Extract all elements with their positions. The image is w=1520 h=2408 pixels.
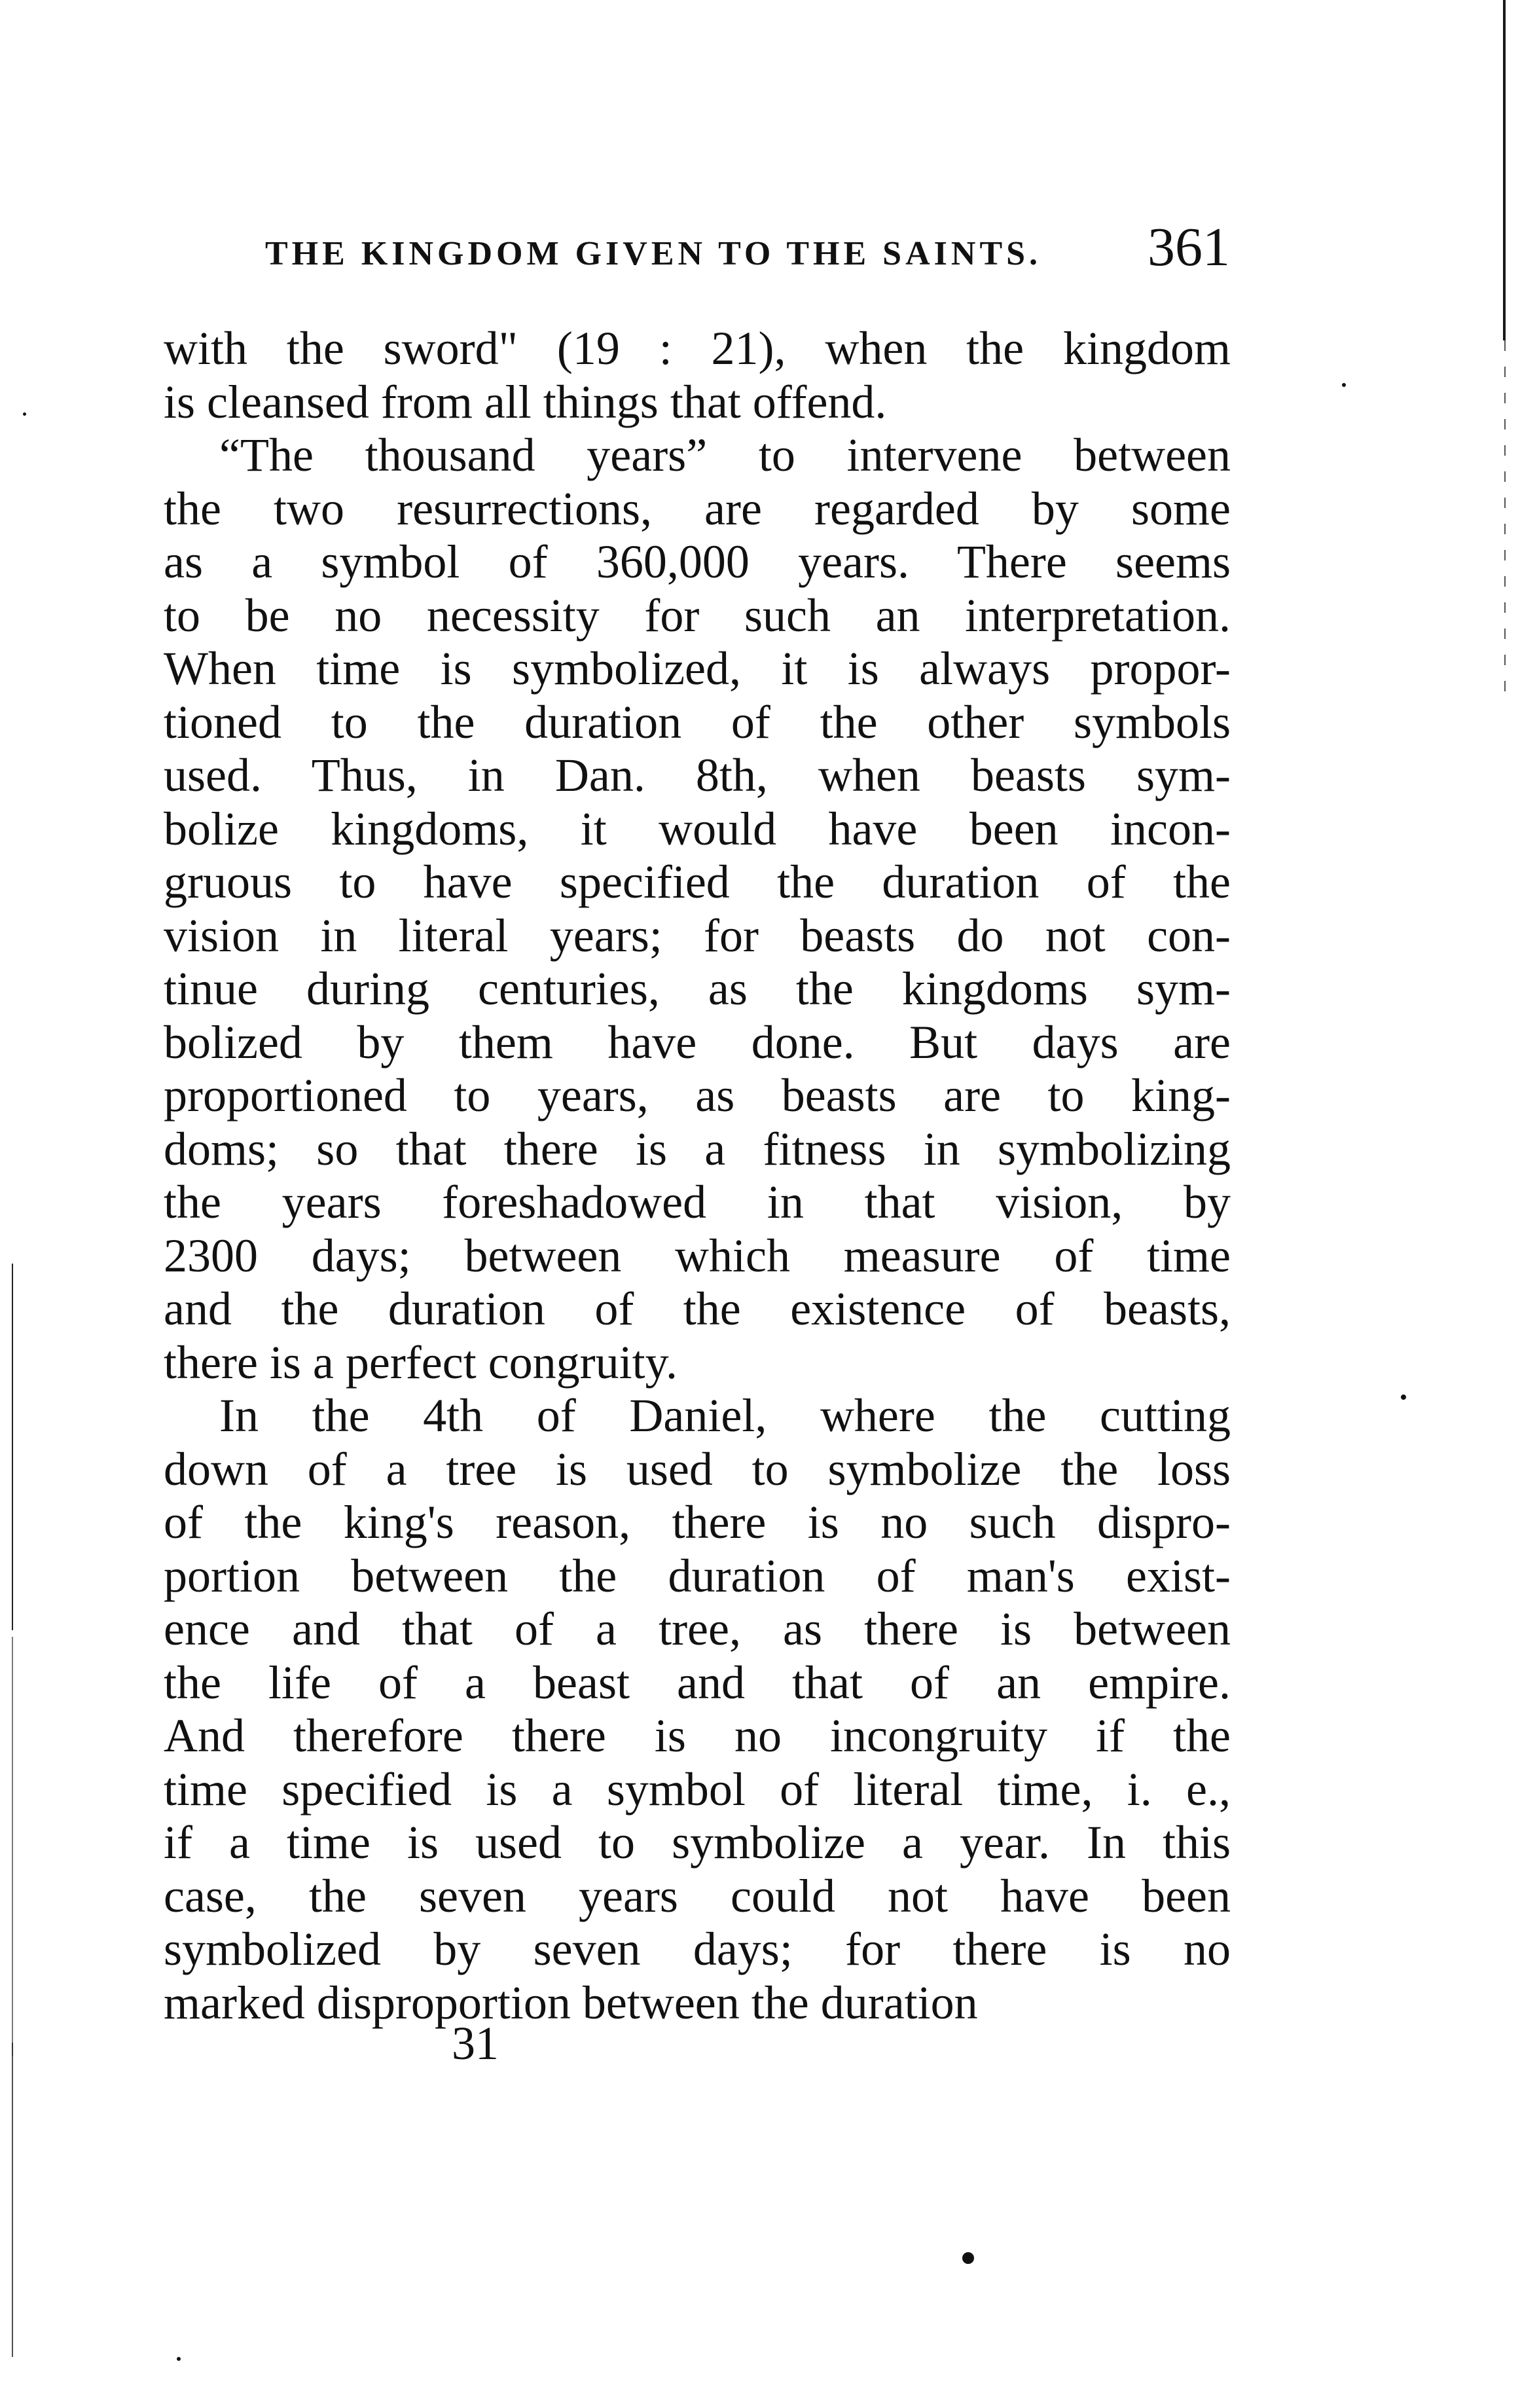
body-text — [164, 322, 1231, 2030]
text-line: the two resurrections, are regarded by some — [164, 482, 1231, 535]
paragraph — [164, 1389, 1231, 2030]
paragraph — [164, 429, 1231, 1389]
gutter-line — [12, 2043, 13, 2357]
page-number: 361 — [1148, 217, 1230, 278]
text-line: the life of a beast and that of an empire. — [164, 1656, 1231, 1709]
speck-mark — [962, 2252, 974, 2264]
text-line: proportioned to years, as beasts are to king- — [164, 1069, 1231, 1122]
text-line: symbolized by seven days; for there is no — [164, 1923, 1231, 1975]
text-line: bolized by them have done. But days are — [164, 1015, 1231, 1068]
text-line: as a symbol of 360,000 years. There seems — [164, 536, 1231, 588]
signature-mark: 31 — [452, 2017, 499, 2070]
text-line: And therefore there is no incongruity if the — [164, 1709, 1231, 1762]
gutter-line — [12, 1264, 13, 1630]
text-line: is cleansed from all things that offend. — [164, 375, 887, 428]
text-line: if a time is used to symbolize a year. In this — [164, 1816, 1231, 1869]
text-line: doms; so that there is a fitness in symbolizing — [164, 1122, 1231, 1175]
text-line: In the 4th of Daniel, where the cutting — [219, 1389, 1231, 1442]
speck-mark — [1342, 383, 1346, 387]
text-line: 2300 days; between which measure of time — [164, 1229, 1231, 1282]
text-line: to be no necessity for such an interpretation. — [164, 589, 1231, 642]
text-line: down of a tree is used to symbolize the loss — [164, 1442, 1231, 1495]
speck-mark — [23, 412, 26, 416]
text-line: used. Thus, in Dan. 8th, when beasts sym- — [164, 749, 1231, 801]
speck-mark — [1401, 1395, 1406, 1400]
page-edge-line — [1503, 0, 1506, 340]
text-line: there is a perfect congruity. — [164, 1336, 678, 1389]
text-line: and the duration of the existence of beasts, — [164, 1283, 1231, 1335]
text-line: vision in literal years; for beasts do not con- — [164, 909, 1231, 962]
speck-mark — [177, 2357, 181, 2361]
text-line: of the king's reason, there is no such dispro- — [164, 1496, 1231, 1548]
text-line: bolize kingdoms, it would have been incon- — [164, 802, 1231, 855]
text-line: the years foreshadowed in that vision, by — [164, 1176, 1231, 1228]
text-line: tinue during centuries, as the kingdoms sym- — [164, 962, 1231, 1015]
text-line: “The thousand years” to intervene between — [219, 429, 1231, 481]
text-line: gruous to have specified the duration of the — [164, 856, 1231, 908]
running-title: THE KINGDOM GIVEN TO THE SAINTS. — [265, 235, 1042, 272]
text-line: time specified is a symbol of literal time, i. e., — [164, 1762, 1231, 1815]
text-line: tioned to the duration of the other symbols — [164, 695, 1231, 748]
text-line: marked disproportion between the duration — [164, 1976, 978, 2029]
page-edge-dashes — [1504, 340, 1506, 707]
text-line: with the sword" (19 : 21), when the kingdom — [164, 322, 1231, 374]
text-line: When time is symbolized, it is always propor- — [164, 642, 1231, 695]
paragraph — [164, 322, 1231, 429]
text-line: ence and that of a tree, as there is between — [164, 1603, 1231, 1655]
text-line: case, the seven years could not have been — [164, 1869, 1231, 1922]
text-line: portion between the duration of man's exist- — [164, 1549, 1231, 1602]
gutter-line — [12, 1637, 13, 2056]
running-head — [259, 217, 1230, 292]
